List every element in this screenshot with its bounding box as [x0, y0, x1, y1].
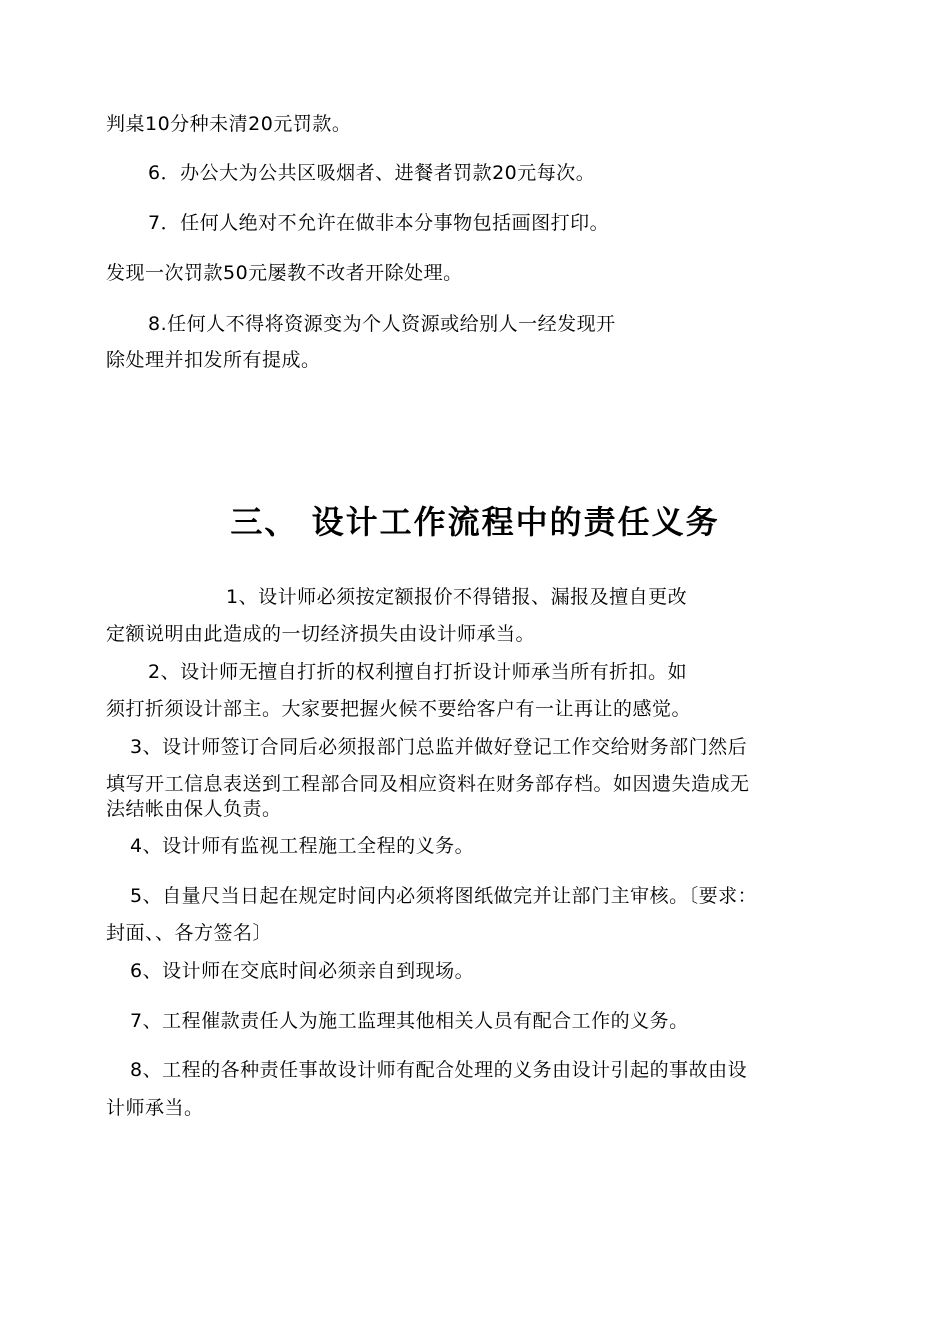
section-title: 三、 设计工作流程中的责任义务 [230, 503, 720, 541]
text-line: 封面、、各方签名〕 [106, 922, 273, 944]
rule-item-6: 6．办公大为公共区吸烟者、进餐者罚款20元每次。 [148, 162, 596, 184]
text-line: 发现一次罚款50元屡教不改者开除处理。 [106, 262, 463, 284]
duty-item-2: 2、设计师无擅自打折的权利擅自打折设计师承当所有折扣。如 [148, 661, 688, 683]
duty-item-7: 7、工程催款责任人为施工监理其他相关人员有配合工作的义务。 [130, 1010, 689, 1032]
duty-item-5: 5、自量尺当日起在规定时间内必须将图纸做完并让部门主审核。〔要求： [130, 885, 758, 907]
text-line: 定额说明由此造成的一切经济损失由设计师承当。 [106, 623, 536, 645]
text-line: 须打折须设计部主。大家要把握火候不要给客户有一让再让的感觉。 [106, 698, 692, 720]
duty-item-6: 6、设计师在交底时间必须亲自到现场。 [130, 960, 475, 982]
duty-item-8: 8、工程的各种责任事故设计师有配合处理的义务由设计引起的事故由设 [130, 1059, 748, 1081]
text-line: 计师承当。 [106, 1097, 204, 1119]
rule-item-7: 7．任何人绝对不允许在做非本分事物包括画图打印。 [148, 212, 610, 234]
text-line: 除处理并扣发所有提成。 [106, 349, 321, 371]
text-line: 法结帐由保人负责。 [106, 798, 282, 820]
duty-item-4: 4、设计师有监视工程施工全程的义务。 [130, 835, 475, 857]
text-line: 填写开工信息表送到工程部合同及相应资料在财务部存档。如因遗失造成无 [106, 773, 750, 795]
rule-item-8: 8.任何人不得将资源变为个人资源或给别人一经发现开 [148, 313, 616, 335]
text-line: 判桌10分种未清20元罚款。 [106, 113, 352, 135]
duty-item-1: 1、设计师必须按定额报价不得错报、漏报及擅自更改 [226, 586, 688, 608]
duty-item-3: 3、设计师签订合同后必须报部门总监并做好登记工作交给财务部门然后 [130, 736, 748, 758]
